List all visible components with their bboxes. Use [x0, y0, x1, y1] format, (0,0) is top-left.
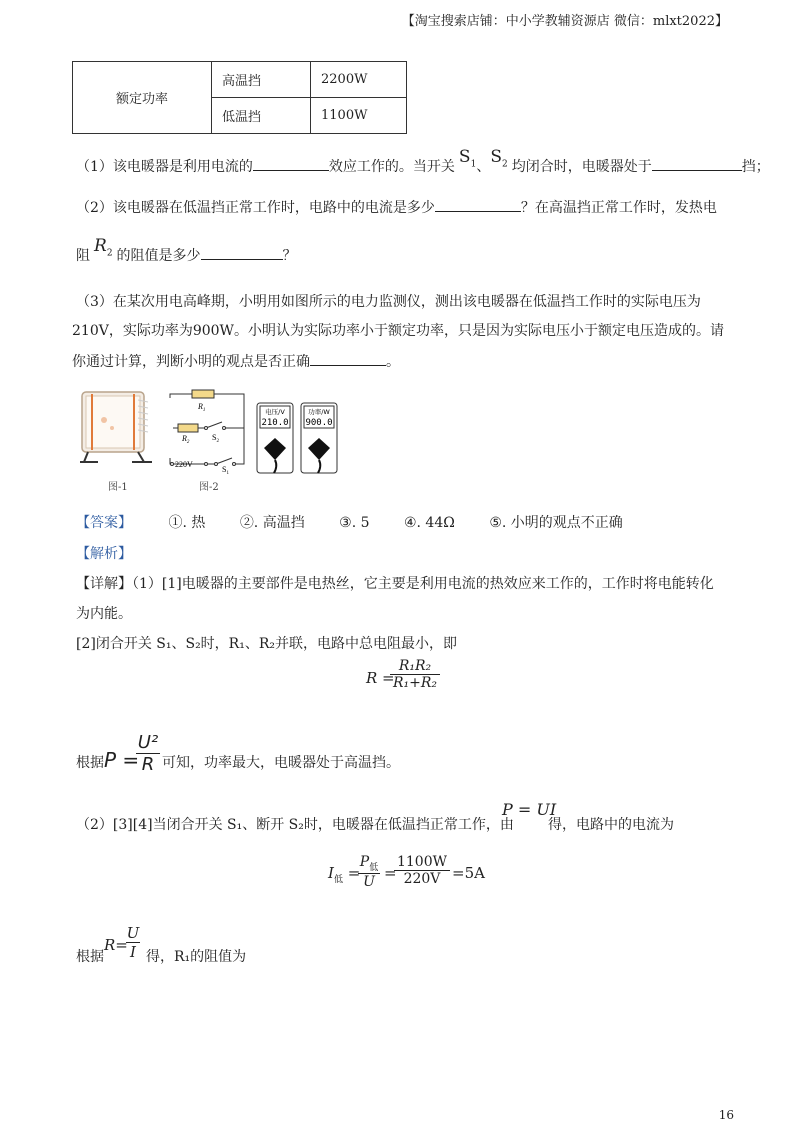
- switch-s2: $S_2$: [490, 147, 508, 170]
- question-1: （1）该电暖器是利用电流的 效应工作的。当开关 $S_1$、$S_2$ 均闭合时，电暖器处于 挡；: [76, 147, 770, 175]
- detail-line-5a: （2）[3][4]当闭合开关 S₁、断开 S₂时，电暖器在低温挡正常工作，由: [76, 817, 514, 833]
- formula2-lhs: P =: [104, 748, 140, 772]
- answer-item-4: ④. 44Ω: [403, 515, 455, 531]
- detail-line-3: [2]闭合开关 S₁、S₂时，R₁、R₂并联，电路中总电阻最小，即: [76, 636, 457, 652]
- answer-item-3: ③. 5: [339, 515, 370, 531]
- figure-1-caption: 图-1: [108, 482, 128, 493]
- label-voltage: 220V: [175, 460, 193, 469]
- detail-line-1: 【详解】（1）[1]电暖器的主要部件是电热丝，它主要是利用电流的热效应来工作的，工作时将电能转化: [76, 576, 714, 592]
- detail-line-6b: 得，R₁的阻值为: [146, 949, 247, 965]
- formula2-fraction: $\frac{\text{U²}}{R}$: [137, 732, 159, 775]
- question-3-line3: 你通过计算，判断小明的观点是否正确 。: [72, 350, 400, 371]
- detail-line-6a: 根据: [76, 949, 104, 965]
- formula4-fraction-2: $\frac{1100W}{220V}$: [394, 854, 450, 887]
- formula4-result: =5A: [452, 864, 485, 882]
- blank-5[interactable]: [310, 350, 386, 366]
- blank-2[interactable]: [652, 155, 742, 171]
- answer-row: [76, 512, 623, 532]
- mode-high: 高温挡: [212, 62, 311, 98]
- mode-low: 低温挡: [212, 98, 311, 134]
- formula1-fraction: $\frac{\text{R₁R₂}}{\text{R₁+R₂}}$: [390, 658, 440, 691]
- power-meter: [300, 402, 338, 474]
- answer-item-2: ②. 高温挡: [239, 515, 305, 531]
- detail-line-4a: 根据: [76, 755, 104, 771]
- answer-item-1: ①. 热: [168, 515, 206, 531]
- power-low: 1100W: [311, 98, 407, 134]
- question-3-line2: 210V，实际功率为900W。小明认为实际功率小于额定功率，只是因为实际电压小于额定电压造成的。请: [72, 323, 724, 339]
- analysis-label: 【解析】: [76, 546, 132, 562]
- blank-4[interactable]: [201, 244, 283, 260]
- answer-item-5: ⑤. 小明的观点不正确: [489, 515, 623, 531]
- voltage-meter: [256, 402, 294, 474]
- power-meter-title: 功率/W: [308, 408, 330, 416]
- power-high: 2200W: [311, 62, 407, 98]
- rated-power-table: [72, 61, 407, 134]
- formula5-fraction: $\frac{U}{I}$: [126, 924, 140, 961]
- detail-line-4b: 可知，功率最大，电暖器处于高温挡。: [162, 755, 400, 771]
- heater-figure: [78, 388, 156, 468]
- formula1-lhs: R =: [366, 669, 395, 687]
- label-r2: $R_2$: [182, 434, 190, 445]
- question-3-line1: （3）在某次用电高峰期，小明用如图所示的电力监测仪，测出该电暖器在低温挡工作时的实际电压为: [76, 294, 701, 310]
- label-s1: $S_1$: [222, 465, 229, 476]
- rated-power-label: 额定功率: [73, 62, 212, 134]
- label-r1: $R_1$: [198, 402, 206, 413]
- circuit-diagram: [166, 388, 248, 476]
- switch-s1: $S_1$: [458, 147, 477, 170]
- formula4-fraction-1: $P_低$ U: [359, 854, 379, 890]
- formula4-lhs: $I_低$ =: [328, 864, 361, 885]
- formula4-eq2: =: [384, 864, 397, 882]
- detail-line-2: 为内能。: [76, 606, 132, 622]
- formula3: P = UI: [502, 800, 557, 819]
- voltage-meter-value: 210.0: [261, 418, 289, 428]
- formula5-lhs: R=: [104, 936, 128, 954]
- figure-2-caption: 图-2: [199, 482, 219, 493]
- page-header: 【淘宝搜索店铺：中小学教辅资源店 微信：mlxt2022】: [401, 14, 728, 29]
- power-meter-value: 900.0: [305, 418, 333, 428]
- answer-label: 【答案】: [76, 515, 132, 531]
- label-s2: $S_2$: [212, 433, 219, 444]
- blank-1[interactable]: [253, 155, 329, 171]
- page-number: 16: [718, 1108, 734, 1122]
- blank-3[interactable]: [435, 196, 521, 212]
- question-2-line1: （2）该电暖器在低温挡正常工作时，电路中的电流是多少 ？在高温挡正常工作时，发热电: [76, 196, 717, 217]
- question-2-line2: 阻 $R_2$ 的阻值是多少 ？: [76, 236, 297, 264]
- resistor-r2-symbol: $R_2$: [94, 236, 113, 259]
- detail-line-5b: 得，电路中的电流为: [548, 817, 674, 833]
- voltage-meter-title: 电压/V: [265, 408, 285, 416]
